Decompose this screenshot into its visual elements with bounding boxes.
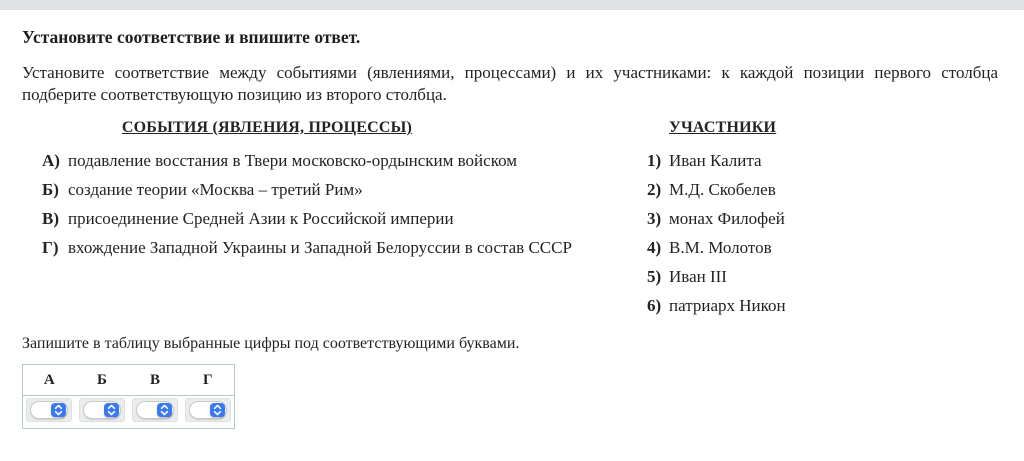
answer-select-a[interactable] <box>26 398 72 422</box>
event-text: создание теории «Москва – третий Рим» <box>68 179 363 199</box>
answer-column-b: Б <box>76 365 129 396</box>
participants-column <box>639 119 997 320</box>
event-item-b <box>22 175 639 204</box>
event-text: подавление восстания в Твери московско-ордынским войском <box>68 150 518 170</box>
task-page <box>0 27 1024 429</box>
participants-header: УЧАСТНИКИ <box>669 119 777 136</box>
event-item-v <box>22 204 639 233</box>
task-instruction: Установите соответствие между событиями (явлениями, процессами) и их участниками: к каждой позиции первого столбца подберите соответствующую позицию из второго столбца. <box>22 63 998 104</box>
events-header: СОБЫТИЯ (ЯВЛЕНИЯ, ПРОЦЕССЫ) <box>121 119 413 136</box>
participants-list <box>639 146 997 320</box>
participant-text: монах Филофей <box>669 208 785 228</box>
participant-item-2 <box>639 175 997 204</box>
participant-text: В.М. Молотов <box>669 237 772 257</box>
participant-number: 4) <box>647 237 662 257</box>
answer-column-g: Г <box>182 365 235 396</box>
events-column <box>22 119 639 320</box>
answer-cell-a <box>23 396 76 429</box>
answer-instruction: Запишите в таблицу выбранные цифры под соответствующими буквами. <box>22 335 520 352</box>
matching-columns <box>22 119 997 320</box>
participant-number: 3) <box>647 208 662 228</box>
top-bar <box>0 0 1024 10</box>
event-item-g <box>22 233 639 262</box>
up-down-chevrons-icon <box>51 403 66 417</box>
event-letter: Г) <box>42 237 59 257</box>
event-letter: Б) <box>42 179 59 199</box>
participant-text: Иван III <box>669 266 727 286</box>
participant-text: патриарх Никон <box>669 295 786 315</box>
participant-item-4 <box>639 233 997 262</box>
event-letter: А) <box>42 150 60 170</box>
event-item-a <box>22 146 639 175</box>
answer-column-a: А <box>23 365 76 396</box>
answer-cell-g <box>182 396 235 429</box>
participant-text: М.Д. Скобелев <box>669 179 776 199</box>
answer-table-header-row <box>23 365 235 396</box>
event-text: вхождение Западной Украины и Западной Белоруссии в состав СССР <box>68 237 572 257</box>
events-list <box>22 146 639 262</box>
participant-item-1 <box>639 146 997 175</box>
participant-item-6 <box>639 291 997 320</box>
participant-item-3 <box>639 204 997 233</box>
participant-number: 2) <box>647 179 662 199</box>
participant-number: 5) <box>647 266 662 286</box>
page-title: Установите соответствие и впишите ответ. <box>22 27 361 47</box>
answer-select-v[interactable] <box>132 398 178 422</box>
up-down-chevrons-icon <box>104 403 119 417</box>
participant-text: Иван Калита <box>669 150 762 170</box>
answer-column-v: В <box>129 365 182 396</box>
participant-number: 6) <box>647 295 662 315</box>
event-letter: В) <box>42 208 59 228</box>
up-down-chevrons-icon <box>157 403 172 417</box>
answer-cell-b <box>76 396 129 429</box>
up-down-chevrons-icon <box>210 403 225 417</box>
answer-select-g[interactable] <box>185 398 231 422</box>
participant-item-5 <box>639 262 997 291</box>
answer-table-select-row <box>23 396 235 429</box>
event-text: присоединение Средней Азии к Российской империи <box>68 208 454 228</box>
answer-cell-v <box>129 396 182 429</box>
answer-select-b[interactable] <box>79 398 125 422</box>
answer-table <box>22 364 235 429</box>
participant-number: 1) <box>647 150 662 170</box>
